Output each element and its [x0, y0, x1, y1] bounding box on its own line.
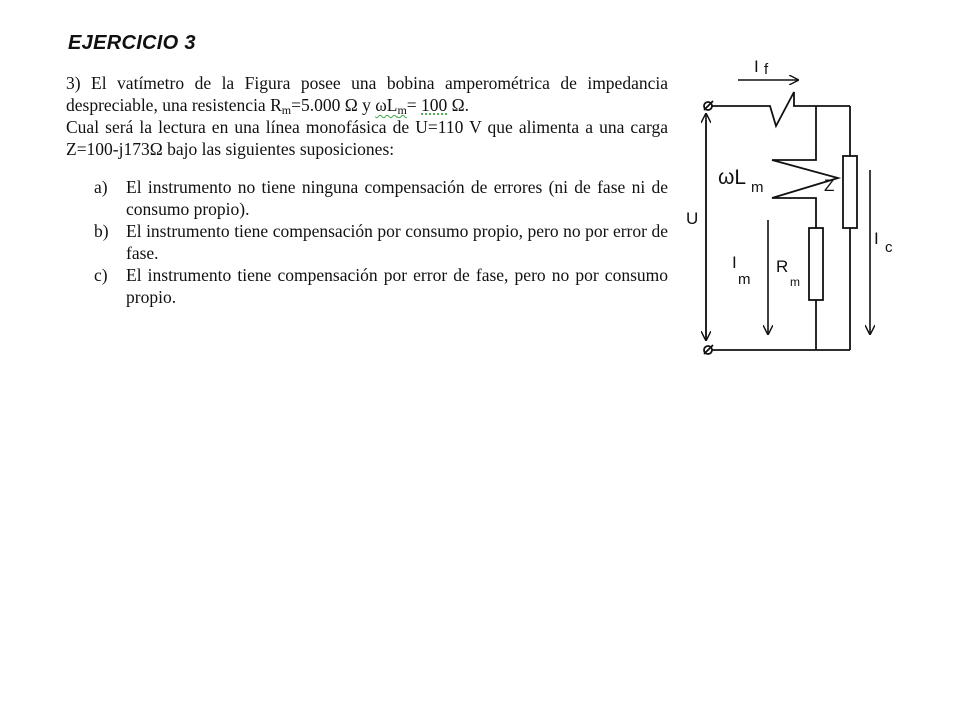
option-a [66, 176, 668, 220]
im-label: I [732, 253, 737, 272]
option-c [66, 264, 668, 308]
resistor-rm [809, 228, 823, 300]
rm-subscript: m [281, 103, 292, 117]
lm-subscript: m [397, 103, 407, 117]
reactance-value: 100 [421, 95, 448, 115]
ic-label: I [874, 229, 879, 248]
option-b [66, 220, 668, 264]
ic-sub: c [885, 239, 893, 256]
z-label: Z [824, 176, 835, 195]
option-text: El instrumento tiene compensación por error de fase, pero no por consumo propio. [126, 265, 668, 307]
problem-paragraph [66, 72, 668, 160]
option-letter: c) [94, 265, 108, 285]
problem-text-4: Cual será la lectura en una línea monofásica de U=110 V que alimenta a una carga Z=100-j173Ω bajo las siguientes suposiciones: [66, 117, 668, 159]
wattmeter-circuit-diagram [680, 48, 910, 368]
options-list [66, 176, 668, 308]
im-sub: m [738, 271, 751, 288]
wlm-label: ωL [718, 166, 747, 189]
omega-lm [375, 95, 407, 115]
top-wire [712, 92, 850, 126]
problem-text-3-end: Ω. [447, 95, 470, 115]
if-sub: f [764, 61, 769, 78]
problem-text-1: 3) El vatímetro de la Figura posee una bobina amperométrica de impedancia despreciable, una resistencia R [66, 73, 668, 115]
option-letter: a) [94, 177, 108, 197]
load-z [843, 156, 857, 228]
if-label: I [754, 57, 759, 76]
option-letter: b) [94, 221, 109, 241]
problem-text-3: = [406, 95, 422, 115]
rm-sub: m [790, 275, 800, 289]
option-text: El instrumento no tiene ninguna compensación de errores (ni de fase ni de consumo propio). [126, 177, 668, 219]
rm-label: R [776, 257, 789, 276]
problem-text-2: =5.000 Ω y [291, 95, 376, 115]
wlm-sub: m [751, 179, 764, 196]
problem-statement [66, 72, 668, 308]
omega-l-text: ωL [375, 95, 398, 115]
page-title: EJERCICIO 3 [68, 32, 196, 54]
option-text: El instrumento tiene compensación por consumo propio, pero no por error de fase. [126, 221, 668, 263]
u-label: U [686, 209, 699, 228]
